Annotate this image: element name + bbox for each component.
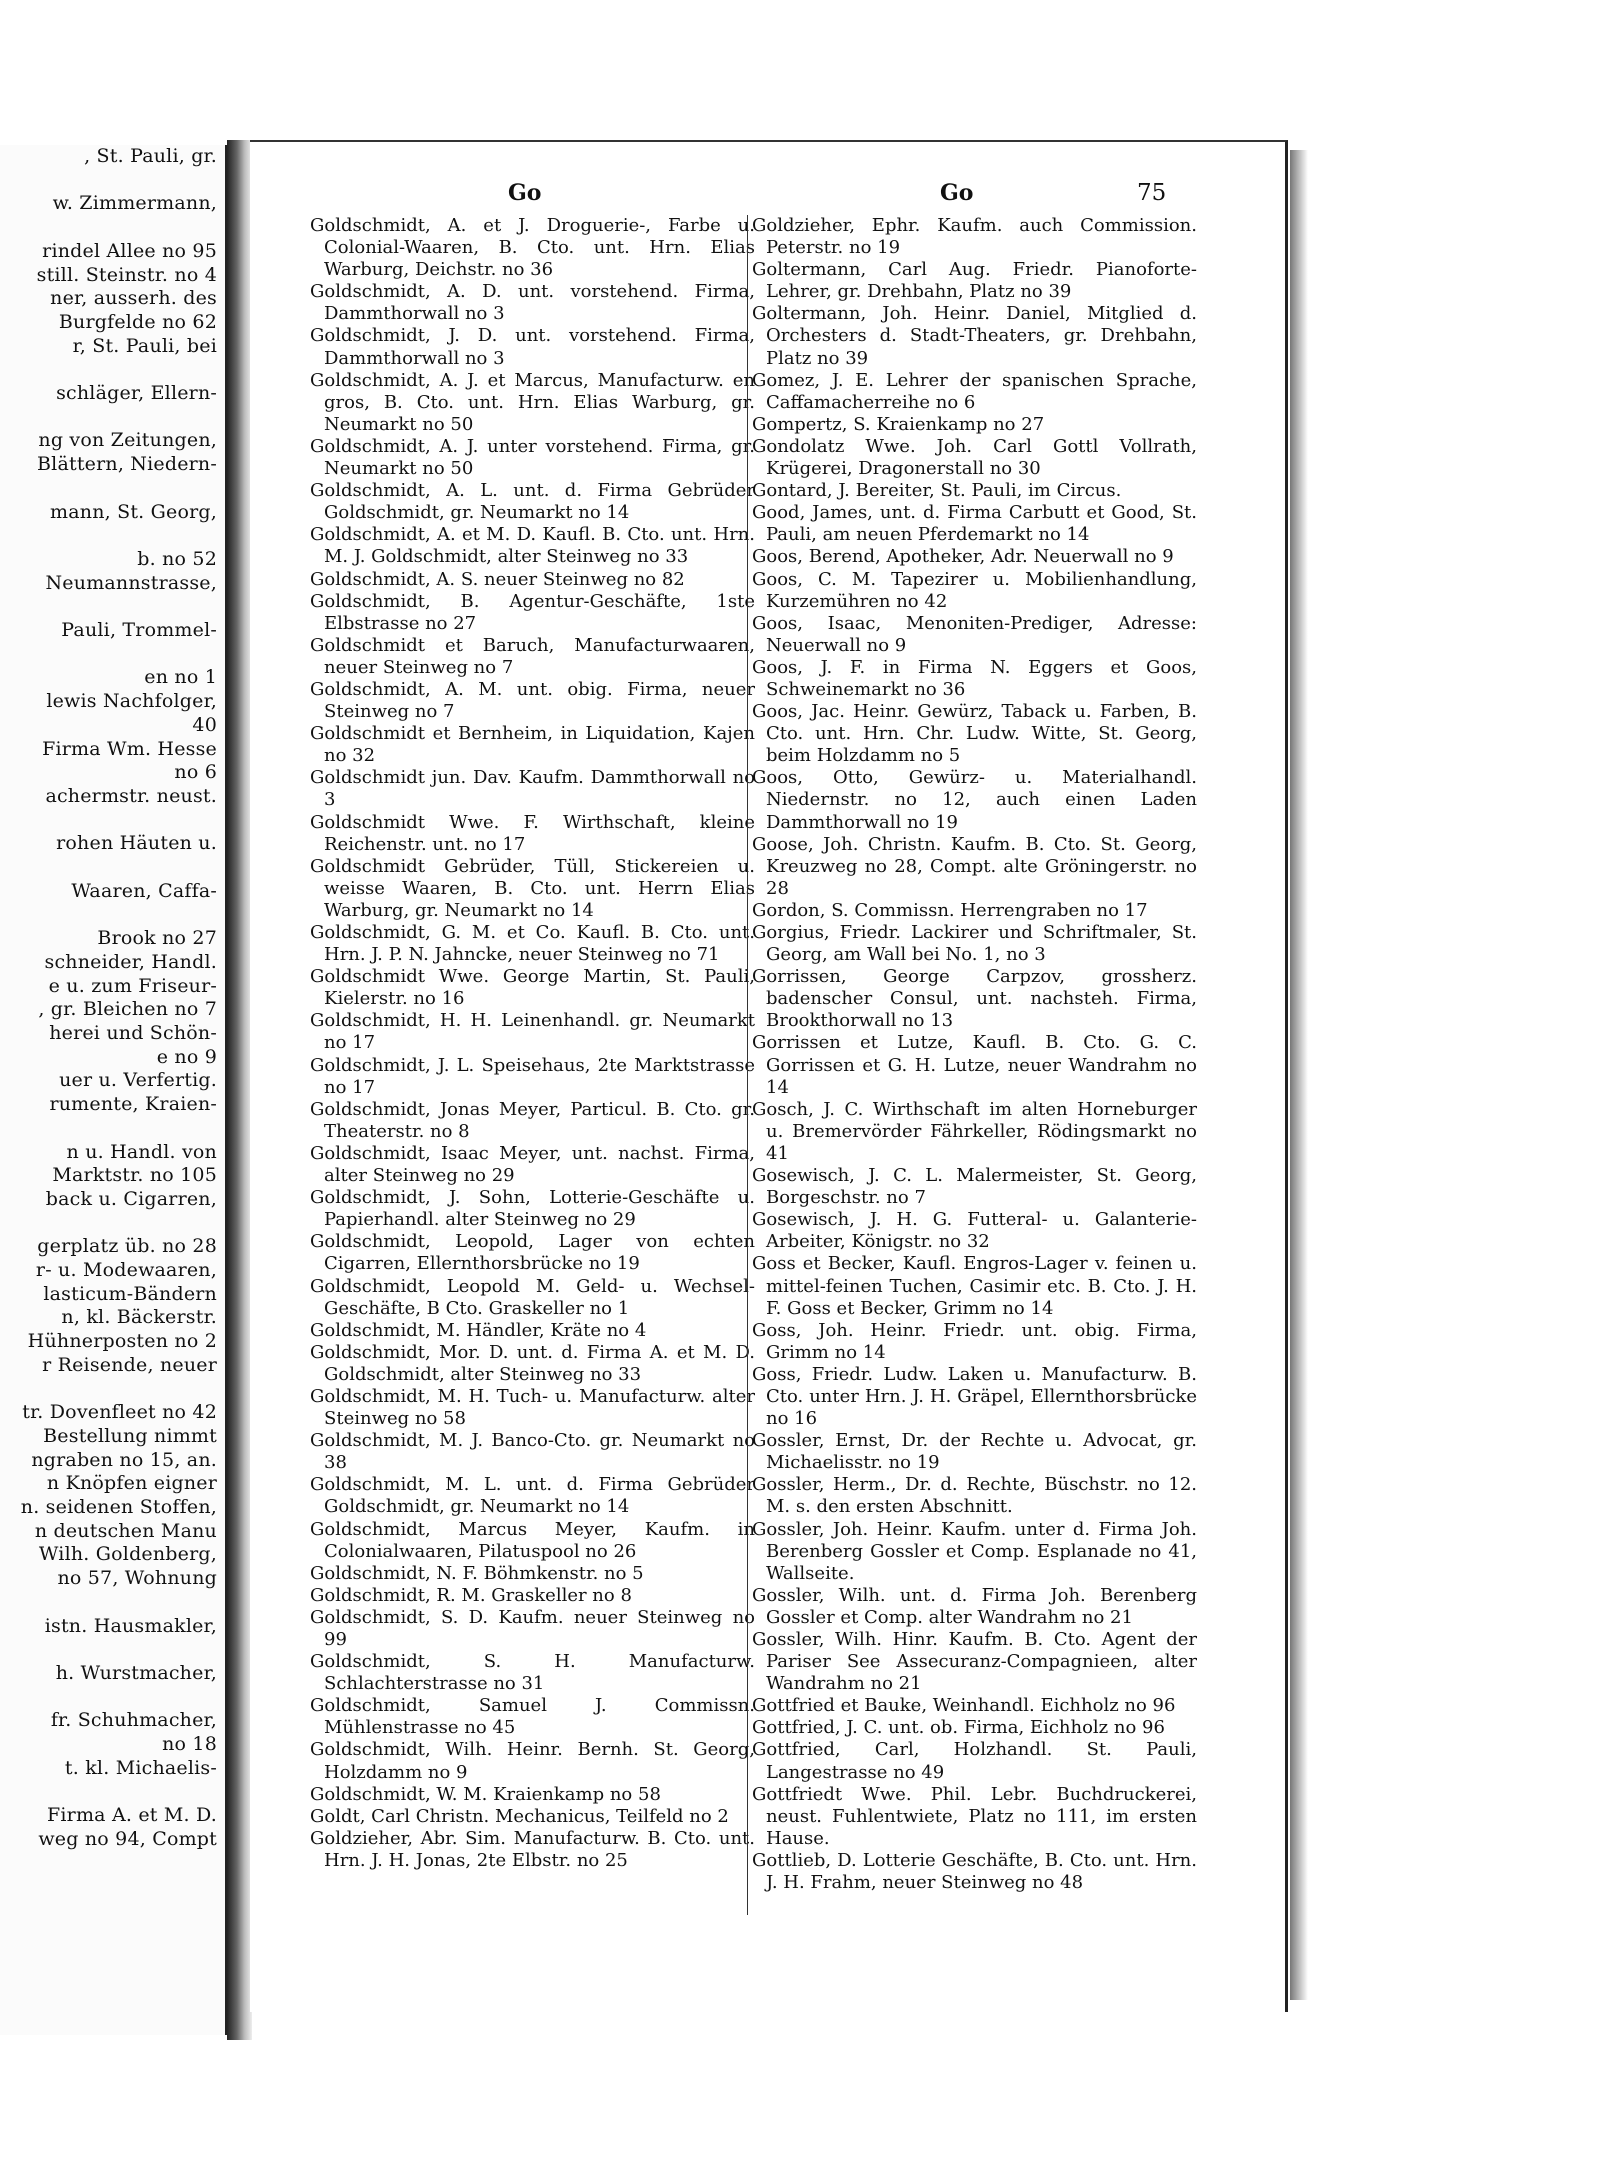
directory-entry: Goldschmidt, A. D. unt. vorstehend. Firma, Dammthorwall no 3 bbox=[310, 281, 755, 325]
directory-entry: Goldschmidt Wwe. George Martin, St. Pauli, Kielerstr. no 16 bbox=[310, 966, 755, 1010]
directory-entry: Goldschmidt, A. et J. Droguerie-, Farbe u. Colonial-Waaren, B. Cto. unt. Hrn. Elias Warburg, Deichstr. no 36 bbox=[310, 215, 755, 281]
prev-page-line: gerplatz üb. no 28 bbox=[37, 1235, 217, 1258]
directory-entry: Goos, Berend, Apotheker, Adr. Neuerwall no 9 bbox=[752, 546, 1174, 568]
directory-entry: Gondolatz Wwe. Joh. Carl Gottl Vollrath, Krügerei, Dragonerstall no 30 bbox=[752, 435, 1197, 480]
prev-page-line: Firma A. et M. D. bbox=[47, 1804, 217, 1827]
directory-entry: Goldschmidt jun. Dav. Kaufm. Dammthorwall no 3 bbox=[310, 767, 755, 811]
prev-page-line: rohen Häuten u. bbox=[56, 832, 217, 855]
prev-page-line bbox=[0, 216, 225, 240]
directory-entry: Goldschmidt, G. M. et Co. Kaufl. B. Cto. unt. Hrn. J. P. N. Jahncke, neuer Steinweg no 71 bbox=[310, 922, 755, 966]
prev-page-line: no 18 bbox=[162, 1733, 217, 1756]
directory-entry: Gossler, Ernst, Dr. der Rechte u. Advocat, gr. Michaelisstr. no 19 bbox=[752, 1430, 1197, 1474]
prev-page-line bbox=[0, 595, 225, 619]
prev-page-line bbox=[0, 856, 225, 880]
directory-entry: Goldschmidt, Wilh. Heinr. Bernh. St. Georg, Holzdamm no 9 bbox=[310, 1739, 755, 1783]
prev-page-line bbox=[0, 406, 225, 430]
prev-page-line: w. Zimmermann, bbox=[52, 192, 217, 215]
directory-entry: Gontard, J. Bereiter, St. Pauli, im Circus. bbox=[752, 480, 1122, 502]
prev-page-line: rindel Allee no 95 bbox=[42, 239, 217, 262]
prev-page-line: no 57, Wohnung bbox=[57, 1567, 217, 1590]
prev-page-line: , gr. Bleichen no 7 bbox=[38, 998, 217, 1021]
prev-page-line bbox=[0, 524, 225, 548]
directory-entry: Goldschmidt, N. F. Böhmkenstr. no 5 bbox=[310, 1562, 644, 1584]
prev-page-line: istn. Hausmakler, bbox=[44, 1614, 217, 1637]
directory-entry: Gomez, J. E. Lehrer der spanischen Sprache, Caffamacherreihe no 6 bbox=[752, 369, 1197, 413]
prev-page-line: Firma Wm. Hesse bbox=[42, 737, 217, 760]
directory-entry: Gossler, Herm., Dr. d. Rechte, Büschstr. no 12. M. s. den ersten Abschnitt. bbox=[752, 1474, 1197, 1518]
directory-entry: Goldschmidt, Leopold, Lager von echten Cigarren, Ellernthorsbrücke no 19 bbox=[310, 1231, 755, 1275]
directory-entry: Gorrissen et Lutze, Kaufl. B. Cto. G. C. Gorrissen et G. H. Lutze, neuer Wandrahm no 14 bbox=[752, 1032, 1197, 1098]
prev-page-line: no 6 bbox=[174, 761, 217, 784]
directory-entry: Goldschmidt, M. H. Tuch- u. Manufacturw. alter Steinweg no 58 bbox=[310, 1385, 755, 1430]
prev-page-line: n. seidenen Stoffen, bbox=[20, 1496, 217, 1519]
directory-entry: Goldschmidt, B. Agentur-Geschäfte, 1ste Elbstrasse no 27 bbox=[310, 590, 755, 634]
directory-entry: Goldschmidt, H. H. Leinenhandl. gr. Neumarkt no 17 bbox=[310, 1010, 755, 1054]
directory-entry: Gorrissen, George Carpzov, grossherz. badenscher Consul, unt. nachsteh. Firma, Brookthorwall no 13 bbox=[752, 966, 1197, 1032]
directory-entry: Gossler, Joh. Heinr. Kaufm. unter d. Firma Joh. Berenberg Gossler et Comp. Esplanade no 41, Wallseite. bbox=[752, 1518, 1197, 1584]
directory-entry: Goldschmidt, Samuel J. Commissn. Mühlenstrasse no 45 bbox=[310, 1695, 755, 1739]
directory-entry: Goss, Friedr. Ludw. Laken u. Manufacturw. B. Cto. unter Hrn. J. H. Gräpel, Ellernthorsbrücke no 16 bbox=[752, 1363, 1197, 1430]
prev-page-line bbox=[0, 477, 225, 501]
directory-entry: Goos, Jac. Heinr. Gewürz, Taback u. Farben, B. Cto. unt. Hrn. Chr. Ludw. Witte, St. Georg, beim Holzdamm no 5 bbox=[752, 701, 1197, 767]
prev-page-line: n Knöpfen eigner bbox=[46, 1472, 217, 1495]
prev-page-line: b. no 52 bbox=[137, 547, 217, 570]
prev-page-line: still. Steinstr. no 4 bbox=[36, 263, 217, 286]
directory-entry: Gosewisch, J. H. G. Futteral- u. Galanterie-Arbeiter, Königstr. no 32 bbox=[752, 1209, 1197, 1253]
directory-entry: Goldschmidt, W. M. Kraienkamp no 58 bbox=[310, 1783, 661, 1805]
directory-entry: Goos, C. M. Tapezirer u. Mobilienhandlung, Kurzemühren no 42 bbox=[752, 568, 1197, 612]
prev-page-line bbox=[0, 904, 225, 928]
directory-entry: Goldt, Carl Christn. Mechanicus, Teilfeld no 2 bbox=[310, 1805, 729, 1827]
prev-page-line: Brook no 27 bbox=[97, 927, 217, 950]
prev-page-line: tr. Dovenfleet no 42 bbox=[22, 1401, 217, 1424]
left-column bbox=[310, 215, 755, 1872]
prev-page-line bbox=[0, 1378, 225, 1402]
prev-page-line: fr. Schuhmacher, bbox=[50, 1709, 217, 1732]
prev-page-line bbox=[0, 358, 225, 382]
directory-entry: Goldschmidt, M. J. Banco-Cto. gr. Neumarkt no 38 bbox=[310, 1430, 755, 1474]
prev-page-line: schläger, Ellern- bbox=[56, 382, 217, 405]
prev-page-line: n, kl. Bäckerstr. bbox=[61, 1306, 217, 1329]
directory-entry: Goss et Becker, Kaufl. Engros-Lager v. feinen u. mittel-feinen Tuchen, Casimir etc. B. Cto. J. H. F. Goss et Becker, Grimm no 14 bbox=[752, 1253, 1197, 1319]
prev-page-line: , St. Pauli, gr. bbox=[84, 145, 217, 167]
prev-page-line bbox=[0, 1686, 225, 1710]
prev-page-line: lewis Nachfolger, bbox=[46, 690, 217, 713]
directory-entry: Goldschmidt, Marcus Meyer, Kaufm. in Colonialwaaren, Pilatuspool no 26 bbox=[310, 1518, 755, 1562]
prev-page-line: 40 bbox=[192, 713, 217, 736]
prev-page-line: weg no 94, Compt bbox=[38, 1827, 217, 1850]
prev-page-line: Pauli, Trommel- bbox=[61, 619, 217, 642]
directory-entry: Gossler, Wilh. unt. d. Firma Joh. Berenberg Gossler et Comp. alter Wandrahm no 21 bbox=[752, 1584, 1197, 1628]
directory-entry: Goldschmidt, S. H. Manufacturw. Schlachterstrasse no 31 bbox=[310, 1651, 755, 1695]
directory-entry: Gottfried, Carl, Holzhandl. St. Pauli, Langestrasse no 49 bbox=[752, 1739, 1197, 1783]
prev-page-line: Wilh. Goldenberg, bbox=[38, 1543, 217, 1566]
directory-entry: Goldschmidt, A. S. neuer Steinweg no 82 bbox=[310, 568, 685, 590]
directory-entry: Goldschmidt Wwe. F. Wirthschaft, kleine Reichenstr. unt. no 17 bbox=[310, 811, 755, 855]
directory-entry: Gossler, Wilh. Hinr. Kaufm. B. Cto. Agent der Pariser See Assecuranz-Compagnieen, alter Wandrahm no 21 bbox=[752, 1629, 1197, 1695]
directory-entry: Goldschmidt, M. L. unt. d. Firma Gebrüder Goldschmidt, gr. Neumarkt no 14 bbox=[310, 1474, 755, 1518]
directory-entry: Goldschmidt, Isaac Meyer, unt. nachst. Firma, alter Steinweg no 29 bbox=[310, 1142, 755, 1187]
directory-entry: Gosch, J. C. Wirthschaft im alten Horneburger u. Bremervörder Fährkeller, Rödingsmarkt no 41 bbox=[752, 1098, 1197, 1164]
prev-page-line: h. Wurstmacher, bbox=[55, 1662, 217, 1684]
prev-page-line: mann, St. Georg, bbox=[50, 500, 217, 523]
prev-page-line: uer u. Verfertig. bbox=[59, 1069, 217, 1092]
directory-entry: Gottfried, J. C. unt. ob. Firma, Eichholz no 96 bbox=[752, 1717, 1165, 1739]
prev-page-line: Marktstr. no 105 bbox=[52, 1164, 217, 1187]
directory-entry: Goltermann, Carl Aug. Friedr. Pianoforte-Lehrer, gr. Drehbahn, Platz no 39 bbox=[752, 259, 1197, 303]
prev-page-line: rumente, Kraien- bbox=[49, 1093, 217, 1116]
prev-page-line bbox=[0, 643, 225, 667]
prev-page-line: r Reisende, neuer bbox=[42, 1353, 217, 1376]
prev-page-line: herei und Schön- bbox=[49, 1022, 217, 1045]
prev-page-line: Blättern, Niedern- bbox=[37, 453, 217, 476]
directory-entry: Goss, Joh. Heinr. Friedr. unt. obig. Firma, Grimm no 14 bbox=[752, 1319, 1197, 1363]
prev-page-line: Bestellung nimmt bbox=[43, 1424, 217, 1447]
page-edge-shadow bbox=[1290, 150, 1308, 2000]
prev-page-line: achermstr. neust. bbox=[45, 784, 217, 807]
directory-entry: Goldschmidt et Bernheim, in Liquidation, Kajen no 32 bbox=[310, 723, 755, 767]
prev-page-line: ngraben no 15, an. bbox=[31, 1448, 217, 1471]
prev-page-line bbox=[0, 1117, 225, 1141]
prev-page-line: Hühnerposten no 2 bbox=[27, 1330, 217, 1353]
directory-entry: Goldzieher, Abr. Sim. Manufacturw. B. Cto. unt. Hrn. J. H. Jonas, 2te Elbstr. no 25 bbox=[310, 1827, 755, 1871]
directory-entry: Goldschmidt, A. J. et Marcus, Manufacturw. en gros, B. Cto. unt. Hrn. Elias Warburg, gr. Neumarkt no 50 bbox=[310, 369, 755, 435]
directory-entry: Goldschmidt, A. J. unter vorstehend. Firma, gr. Neumarkt no 50 bbox=[310, 435, 755, 480]
header-right-letters: Go bbox=[940, 180, 974, 206]
directory-entry: Gosewisch, J. C. L. Malermeister, St. Georg, Borgeschstr. no 7 bbox=[752, 1165, 1197, 1209]
directory-entry: Gordon, S. Commissn. Herrengraben no 17 bbox=[752, 899, 1148, 921]
prev-page-line bbox=[0, 169, 225, 193]
directory-entry: Goldschmidt, Leopold M. Geld- u. Wechsel-Geschäfte, B Cto. Graskeller no 1 bbox=[310, 1275, 755, 1319]
prev-page-line: r, St. Pauli, bei bbox=[72, 334, 217, 357]
prev-page-line bbox=[0, 1638, 225, 1662]
directory-entry: Good, James, unt. d. Firma Carbutt et Good, St. Pauli, am neuen Pferdemarkt no 14 bbox=[752, 502, 1197, 546]
directory-entry: Goldschmidt, Mor. D. unt. d. Firma A. et M. D. Goldschmidt, alter Steinweg no 33 bbox=[310, 1341, 755, 1385]
directory-entry: Gottfriedt Wwe. Phil. Lebr. Buchdruckerei, neust. Fuhlentwiete, Platz no 111, im ersten Hause. bbox=[752, 1783, 1197, 1849]
prev-page-line: Waaren, Caffa- bbox=[71, 879, 217, 902]
directory-entry: Goldschmidt, J. Sohn, Lotterie-Geschäfte u. Papierhandl. alter Steinweg no 29 bbox=[310, 1187, 755, 1231]
directory-entry: Goldschmidt, Jonas Meyer, Particul. B. Cto. gr. Theaterstr. no 8 bbox=[310, 1098, 755, 1142]
prev-page-line: Burgfelde no 62 bbox=[58, 310, 217, 333]
directory-entry: Goldschmidt, R. M. Graskeller no 8 bbox=[310, 1584, 632, 1606]
prev-page-line: schneider, Handl. bbox=[44, 950, 217, 973]
prev-page-line bbox=[0, 1212, 225, 1236]
directory-entry: Goldschmidt, S. D. Kaufm. neuer Steinweg no 99 bbox=[310, 1606, 755, 1650]
prev-page-line: r- u. Modewaaren, bbox=[35, 1259, 217, 1282]
directory-entry: Gottfried et Bauke, Weinhandl. Eichholz no 96 bbox=[752, 1695, 1176, 1717]
directory-entry: Goos, Otto, Gewürz- u. Materialhandl. Niedernstr. no 12, auch einen Laden Dammthorwall no 19 bbox=[752, 767, 1197, 833]
prev-page-line: n u. Handl. von bbox=[66, 1140, 217, 1163]
header-left-letters: Go bbox=[508, 180, 542, 206]
page-header bbox=[250, 180, 1285, 216]
prev-page-line: e u. zum Friseur- bbox=[48, 974, 217, 997]
directory-entry: Goldschmidt, M. Händler, Kräte no 4 bbox=[310, 1319, 647, 1341]
directory-entry: Goldschmidt, A. M. unt. obig. Firma, neuer Steinweg no 7 bbox=[310, 678, 755, 723]
prev-page-line: lasticum-Bändern bbox=[43, 1282, 217, 1305]
prev-page-line: ng von Zeitungen, bbox=[38, 429, 217, 452]
prev-page-line: ner, ausserh. des bbox=[50, 287, 217, 310]
directory-entry: Goldschmidt, A. et M. D. Kaufl. B. Cto. unt. Hrn. M. J. Goldschmidt, alter Steinweg no 33 bbox=[310, 524, 755, 568]
prev-page-line bbox=[0, 809, 225, 833]
prev-page-line bbox=[0, 1781, 225, 1805]
directory-entry: Goldschmidt, A. L. unt. d. Firma Gebrüder Goldschmidt, gr. Neumarkt no 14 bbox=[310, 480, 755, 524]
directory-entry: Goldschmidt, J. D. unt. vorstehend. Firma, Dammthorwall no 3 bbox=[310, 325, 755, 369]
directory-entry: Goltermann, Joh. Heinr. Daniel, Mitglied d. Orchesters d. Stadt-Theaters, gr. Drehbahn, Platz no 39 bbox=[752, 303, 1197, 369]
prev-page-line: Neumannstrasse, bbox=[45, 571, 217, 594]
directory-entry: Goldschmidt, J. L. Speisehaus, 2te Marktstrasse no 17 bbox=[310, 1054, 755, 1098]
directory-entry: Goos, J. F. in Firma N. Eggers et Goos, Schweinemarkt no 36 bbox=[752, 656, 1197, 700]
right-column bbox=[747, 215, 1197, 1915]
directory-entry: Goose, Joh. Christn. Kaufm. B. Cto. St. Georg, Kreuzweg no 28, Compt. alte Gröningerstr. no 28 bbox=[752, 833, 1197, 899]
directory-entry: Gorgius, Friedr. Lackirer und Schriftmaler, St. Georg, am Wall bei No. 1, no 3 bbox=[752, 922, 1197, 966]
prev-page-line: en no 1 bbox=[144, 666, 217, 689]
book-gutter bbox=[227, 140, 252, 2040]
directory-entry: Goos, Isaac, Menoniten-Prediger, Adresse: Neuerwall no 9 bbox=[752, 612, 1197, 656]
directory-entry: Gottlieb, D. Lotterie Geschäfte, B. Cto. unt. Hrn. J. H. Frahm, neuer Steinweg no 48 bbox=[752, 1849, 1197, 1894]
prev-page-line bbox=[0, 1591, 225, 1615]
directory-entry: Gompertz, S. Kraienkamp no 27 bbox=[752, 413, 1045, 435]
prev-page-line: back u. Cigarren, bbox=[45, 1187, 217, 1210]
directory-page bbox=[250, 140, 1288, 2012]
directory-entry: Goldschmidt Gebrüder, Tüll, Stickereien u. weisse Waaren, B. Cto. unt. Herrn Elias Warburg, gr. Neumarkt no 14 bbox=[310, 855, 755, 921]
prev-page-line: n deutschen Manu bbox=[34, 1519, 217, 1542]
prev-page-line: e no 9 bbox=[156, 1045, 217, 1068]
directory-entry: Goldzieher, Ephr. Kaufm. auch Commission. Peterstr. no 19 bbox=[752, 215, 1197, 259]
prev-page-line: t. kl. Michaelis- bbox=[64, 1756, 217, 1779]
directory-entry: Goldschmidt et Baruch, Manufacturwaaren, neuer Steinweg no 7 bbox=[310, 634, 755, 678]
previous-page-fragment bbox=[0, 145, 227, 2035]
page-number: 75 bbox=[1137, 180, 1167, 206]
